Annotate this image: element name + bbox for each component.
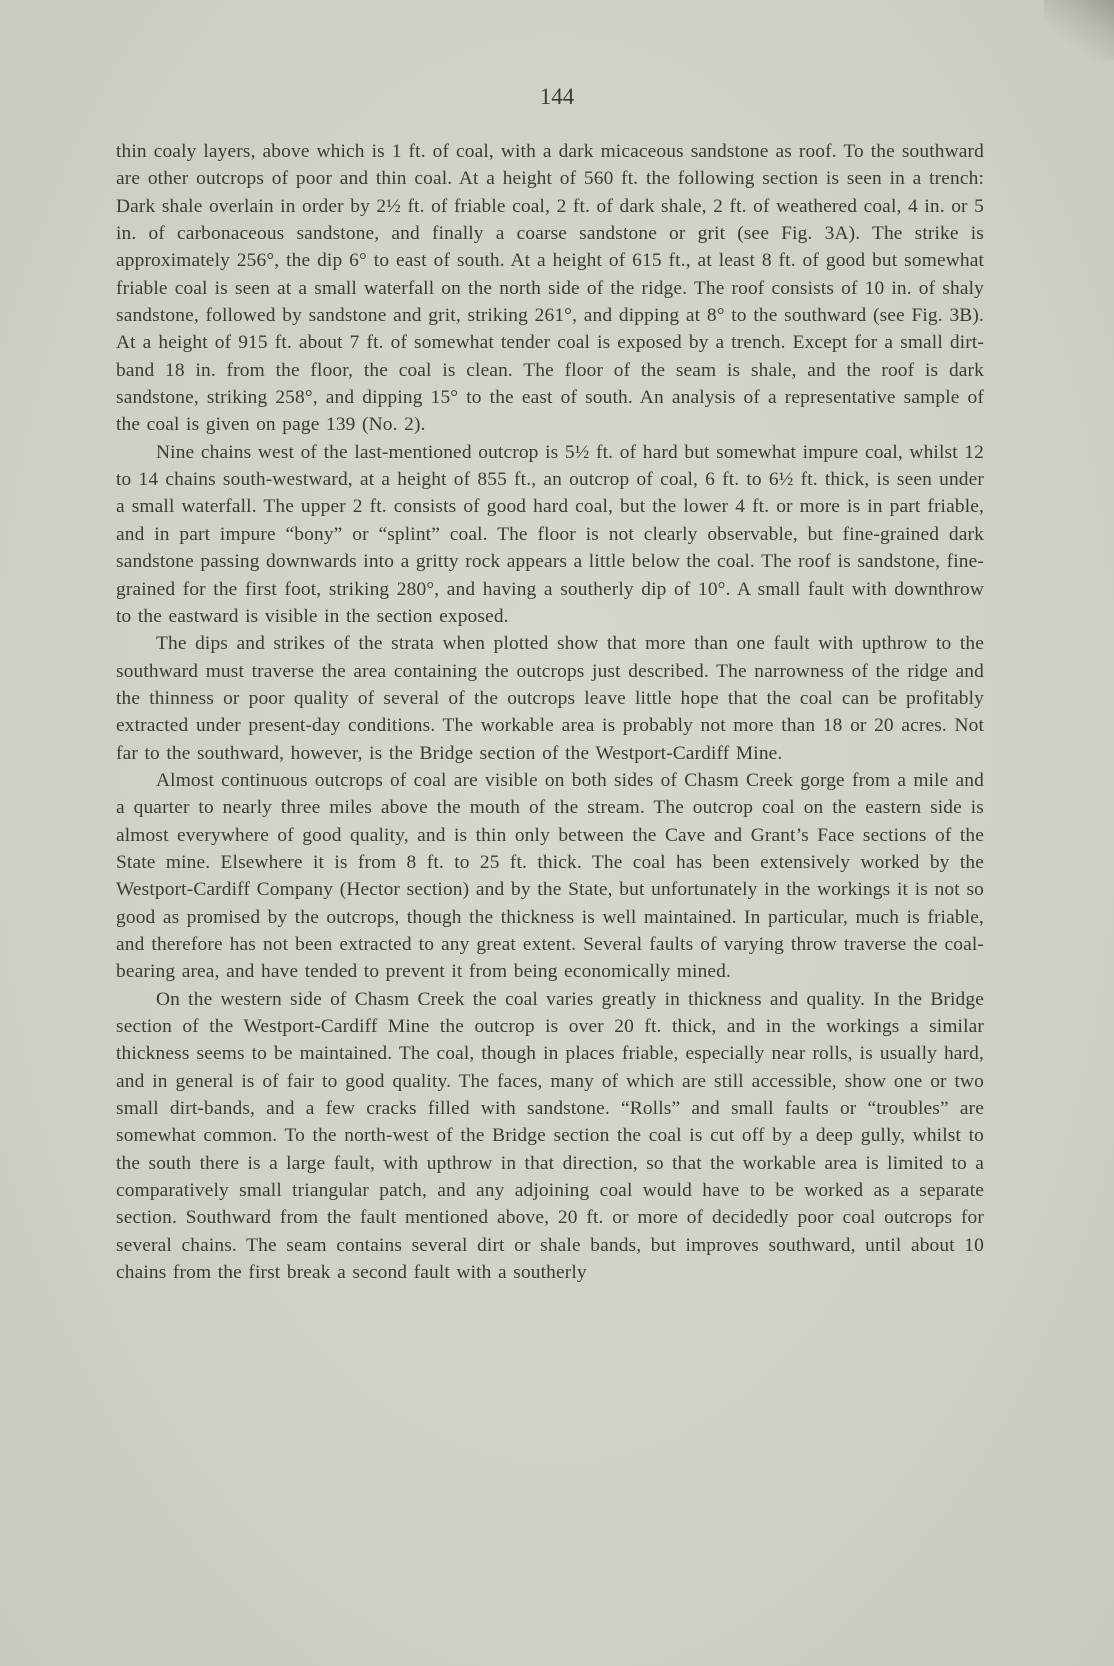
paragraph-3: The dips and strikes of the strata when plotted show that more than one fault with upthrow to the southward must traverse the area containing the outcrops just described. The narrowness of the ridge and the thinness or poor quality of several of the outcrops leave little hope that the coal can be profitably extracted under present-day conditions. The workable area is probably not more than 18 or 20 acres. Not far to the southward, however, is the Bridge section of the Westport-Cardiff Mine. (116, 633, 984, 764)
page-number: 144 (539, 84, 575, 109)
paragraph-4: Almost continuous outcrops of coal are visible on both sides of Chasm Creek gorge from a mile and a quarter to nearly three miles above the mouth of the stream. The outcrop coal on the eastern side is almost everywhere of good quality, and is thin only between the Cave and Grant’s Face sections of the State mine. Elsewhere it is from 8 ft. to 25 ft. thick. The coal has been extensively worked by the Westport-Cardiff Company (Hector section) and by the State, but unfortunately in the workings it is not so good as promised by the outcrops, though the thickness is well maintained. In particular, much is friable, and therefore has not been extracted to any great extent. Several faults of varying throw traverse the coal-bearing area, and have tended to prevent it from being economically mined. (116, 769, 984, 983)
body-text (116, 138, 984, 1286)
paragraph-2: Nine chains west of the last-mentioned outcrop is 5½ ft. of hard but somewhat impure coal, whilst 12 to 14 chains south-westward, at a height of 855 ft., an outcrop of coal, 6 ft. to 6½ ft. thick, is seen under a small waterfall. The upper 2 ft. consists of good hard coal, but the lower 4 ft. or more is in part friable, and in part impure “bony” or “splint” coal. The floor is not clearly observable, but fine-grained dark sandstone passing downwards into a gritty rock appears a little below the coal. The roof is sandstone, fine-grained for the first foot, striking 280°, and having a southerly dip of 10°. A small fault with downthrow to the eastward is visible in the section exposed. (116, 441, 984, 627)
page-corner-fold (1044, 0, 1114, 60)
paragraph-1: thin coaly layers, above which is 1 ft. of coal, with a dark micaceous sandstone as roof. To the southward are other outcrops of poor and thin coal. At a height of 560 ft. the following section is seen in a trench: Dark shale overlain in order by 2½ ft. of friable coal, 2 ft. of dark shale, 2 ft. of weathered coal, 4 in. or 5 in. of carbonaceous sandstone, and finally a coarse sandstone or grit (see Fig. 3A). The strike is approximately 256°, the dip 6° to east of south. At a height of 615 ft., at least 8 ft. of good but somewhat friable coal is seen at a small waterfall on the north side of the ridge. The roof consists of 10 in. of shaly sandstone, followed by sandstone and grit, striking 261°, and dipping at 8° to the southward (see Fig. 3B). At a height of 915 ft. about 7 ft. of somewhat tender coal is exposed by a trench. Except for a small dirt-band 18 in. from the floor, the coal is clean. The floor of the seam is shale, and the roof is dark sandstone, striking 258°, and dipping 15° to the east of south. An analysis of a representative sample of the coal is given on page 139 (No. 2). (116, 141, 984, 436)
paragraph-5: On the western side of Chasm Creek the coal varies greatly in thickness and quality. In the Bridge section of the Westport-Cardiff Mine the outcrop is over 20 ft. thick, and in the workings a similar thickness seems to be maintained. The coal, though in places friable, especially near rolls, is usually hard, and in general is of fair to good quality. The faces, many of which are still accessible, show one or two small dirt-bands, and a few cracks filled with sandstone. “Rolls” and small faults or “troubles” are somewhat common. To the north-west of the Bridge section the coal is cut off by a deep gully, whilst to the south there is a large fault, with upthrow in that direction, so that the workable area is limited to a comparatively small triangular patch, and any adjoining coal would have to be worked as a separate section. Southward from the fault mentioned above, 20 ft. or more of decidedly poor coal outcrops for several chains. The seam contains several dirt or shale bands, but improves southward, until about 10 chains from the first break a second fault with a southerly (116, 988, 984, 1284)
